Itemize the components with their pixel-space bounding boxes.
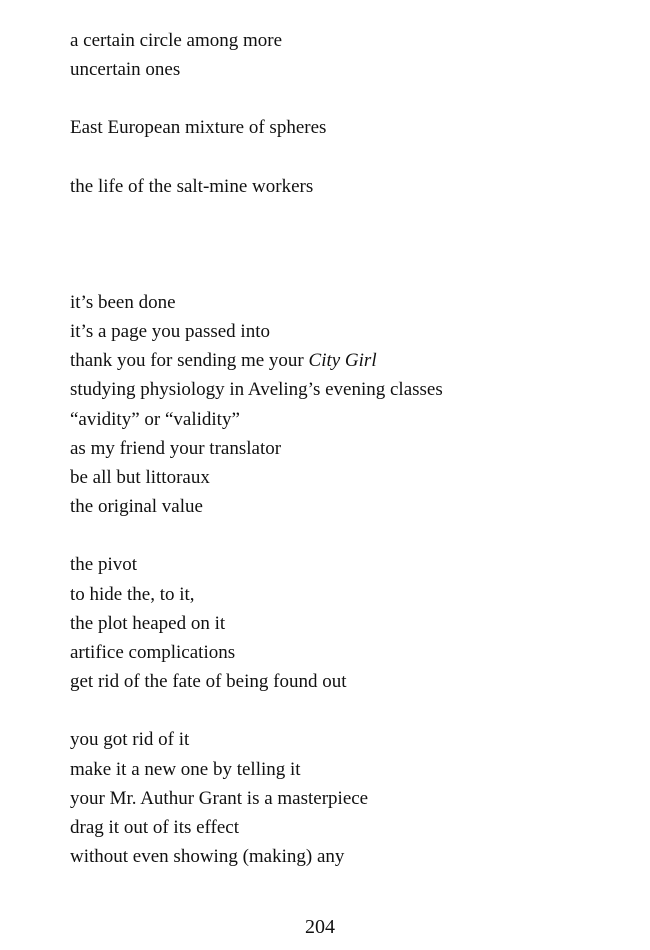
stanza-5 [70,550,630,696]
poem-line: the pivot [70,554,138,576]
stanza-2 [70,113,630,142]
poem-line: the life of the salt-mine workers [70,175,314,197]
poem-line: it’s been done [70,291,176,313]
stanza-break [70,143,630,172]
stanza-break [70,696,630,725]
poem-line: to hide the, to it, [70,583,195,605]
stanza-break [70,521,630,550]
poem-line-with-title [70,346,630,375]
poem-body [70,26,630,871]
poem-line: artifice complications [70,642,236,664]
poem-line: get rid of the fate of being found out [70,671,347,693]
stanza-4 [70,288,630,522]
poem-line: the original value [70,496,203,518]
poem-line: a certain circle among more [70,30,283,51]
poem-line: East European mixture of spheres [70,117,327,139]
poem-line: studying physiology in Aveling’s evening classes [70,379,443,401]
poem-line: “avidity” or “validity” [70,408,240,430]
poem-line: uncertain ones [70,59,181,81]
stanza-1 [70,26,630,84]
poem-line: without even showing (making) any [70,846,345,868]
stanza-6 [70,725,630,871]
page-number: 204 [305,916,335,938]
section-break [70,201,630,288]
poem-line-text: thank you for sending me your [70,350,309,372]
poem-line: as my friend your translator [70,437,282,459]
poem-line: make it a new one by telling it [70,758,301,780]
poem-line: it’s a page you passed into [70,321,270,343]
stanza-3 [70,172,630,201]
poem-line: drag it out of its effect [70,817,240,839]
poem-line: your Mr. Authur Grant is a masterpiece [70,787,369,809]
poem-line: be all but littoraux [70,467,210,489]
poem-line: you got rid of it [70,729,190,751]
stanza-break [70,84,630,113]
poem-line: the plot heaped on it [70,612,226,634]
book-title-italic: City Girl [308,350,377,372]
